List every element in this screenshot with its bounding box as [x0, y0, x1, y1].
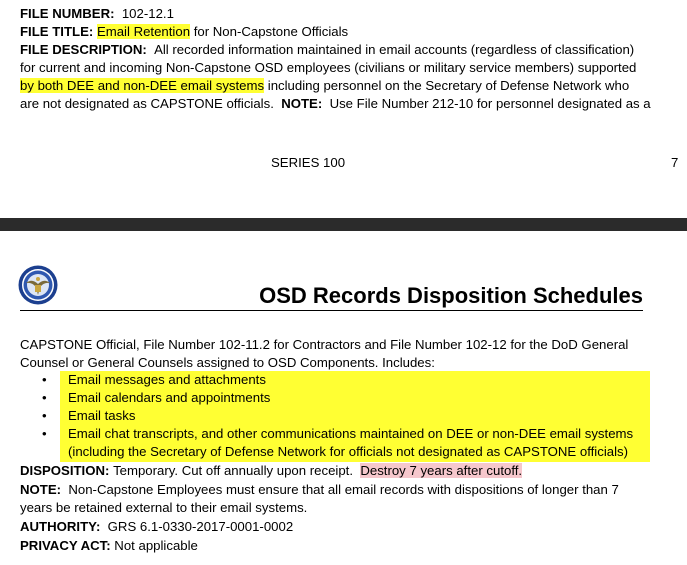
page-bottom	[0, 231, 687, 565]
note-block	[20, 481, 643, 517]
file-number-label: FILE NUMBER:	[20, 6, 115, 21]
authority-label: AUTHORITY:	[20, 519, 101, 534]
privacy-value: Not applicable	[114, 538, 198, 553]
page-top	[0, 0, 687, 222]
list-item-continuation: (including the Secretary of Defense Network for officials not designated as CAPSTONE officials)	[68, 444, 629, 459]
footer-series: SERIES 100	[271, 155, 346, 170]
continued-description	[20, 336, 643, 372]
authority-line	[20, 518, 643, 536]
list-item: • Email messages and attachments	[42, 372, 266, 387]
desc-line-2: for current and incoming Non-Capstone OSD employees (civilians or military service members) supported	[20, 60, 637, 75]
page-title: OSD Records Disposition Schedules	[259, 283, 643, 308]
list-item: • Email chat transcripts, and other communications maintained on DEE or non-DEE email systems	[42, 426, 634, 441]
disposition-text: Temporary. Cut off annually upon receipt.	[113, 463, 354, 478]
note-label: NOTE:	[281, 96, 323, 111]
file-number-line	[20, 5, 643, 23]
includes-list	[20, 371, 650, 459]
authority-value: GRS 6.1-0330-2017-0001-0002	[107, 519, 294, 534]
desc-line-4-note: Use File Number 212-10 for personnel designated as a	[329, 96, 651, 111]
file-description	[20, 41, 651, 113]
desc-line-3-highlight: by both DEE and non-DEE email systems	[20, 78, 265, 93]
file-title-highlight: Email Retention	[96, 24, 191, 39]
note2-label: NOTE:	[20, 482, 62, 497]
list-item: • Email calendars and appointments	[42, 390, 271, 405]
file-title-line	[20, 23, 643, 41]
desc-line-1: All recorded information maintained in email accounts (regardless of classification)	[154, 42, 635, 57]
file-number-value: 102-12.1	[121, 6, 174, 21]
privacy-line	[20, 537, 643, 555]
privacy-label: PRIVACY ACT:	[20, 538, 111, 553]
header-rule	[20, 310, 643, 311]
file-title-rest: for Non-Capstone Officials	[190, 24, 349, 39]
note2-line-2: years be retained external to their email systems.	[20, 500, 308, 515]
page-divider	[0, 218, 687, 231]
file-description-label: FILE DESCRIPTION:	[20, 42, 147, 57]
cont-line-1: CAPSTONE Official, File Number 102-11.2 for Contractors and File Number 102-12 for the DoD General	[20, 337, 629, 352]
desc-line-4: are not designated as CAPSTONE officials.	[20, 96, 274, 111]
cont-line-2: Counsel or General Counsels assigned to OSD Components. Includes:	[20, 355, 435, 370]
desc-line-3-rest: including personnel on the Secretary of Defense Network who	[264, 78, 630, 93]
list-item: • Email tasks	[42, 408, 136, 423]
disposition-line	[20, 462, 643, 480]
file-title-label: FILE TITLE:	[20, 24, 94, 39]
disposition-highlight: Destroy 7 years after cutoff.	[360, 463, 523, 478]
disposition-label: DISPOSITION:	[20, 463, 110, 478]
footer-page-number: 7	[671, 155, 679, 170]
note2-line-1: Non-Capstone Employees must ensure that all email records with dispositions of longer than 7	[68, 482, 619, 497]
dod-seal-icon	[18, 265, 58, 305]
